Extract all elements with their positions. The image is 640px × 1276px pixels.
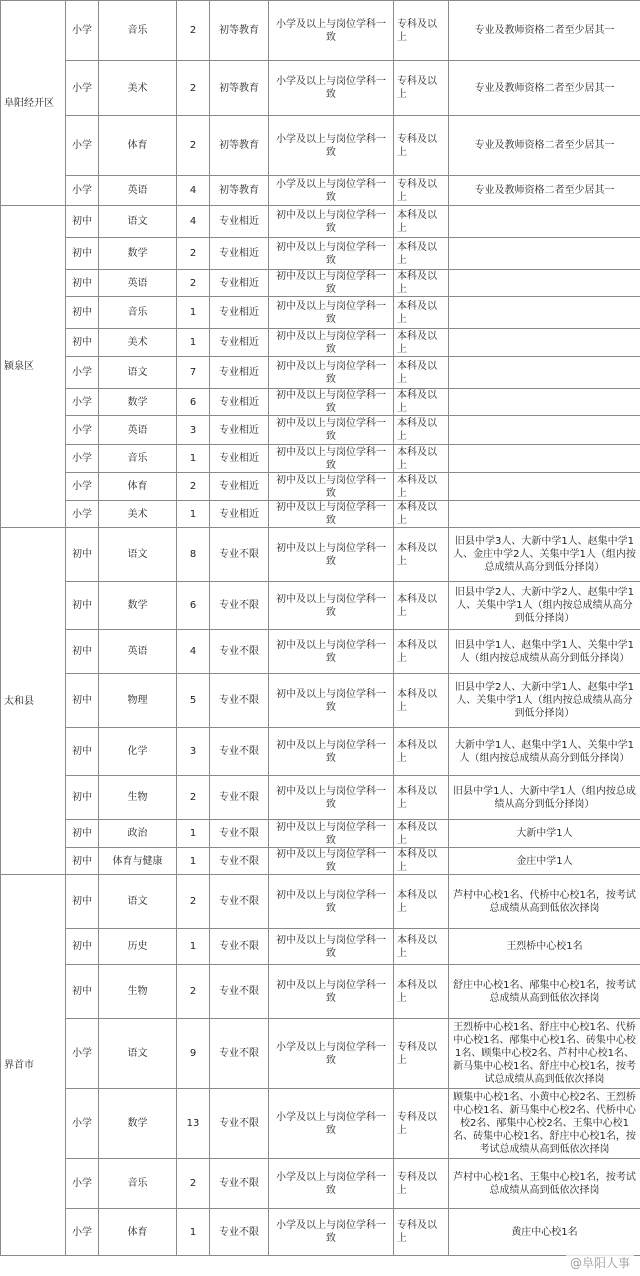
count-cell: 4 [177, 206, 210, 238]
education-cell: 本科及以上 [394, 473, 449, 501]
district-cell: 颍泉区 [1, 206, 66, 528]
note-cell: 旧县中学3人、大新中学1人、赵集中学1人、金庄中学2人、关集中学1人（组内按总成绩从高分到低分择岗） [449, 528, 640, 582]
table-body [1, 1, 640, 1256]
count-cell: 3 [177, 728, 210, 776]
qualification-cell: 初中及以上与岗位学科一致 [269, 473, 394, 501]
level-cell: 小学 [66, 473, 99, 501]
subject-cell: 生物 [99, 776, 177, 820]
level-cell: 初中 [66, 238, 99, 270]
major-cell: 专业不限 [210, 728, 269, 776]
table-row [1, 728, 640, 776]
subject-cell: 美术 [99, 501, 177, 528]
subject-cell: 英语 [99, 630, 177, 674]
subject-cell: 政治 [99, 820, 177, 848]
count-cell: 1 [177, 929, 210, 965]
major-cell: 专业不限 [210, 875, 269, 929]
subject-cell: 音乐 [99, 1, 177, 61]
table-row [1, 965, 640, 1019]
major-cell: 专业不限 [210, 965, 269, 1019]
major-cell: 初等教育 [210, 176, 269, 206]
education-cell: 专科及以上 [394, 176, 449, 206]
education-cell: 本科及以上 [394, 270, 449, 297]
subject-cell: 数学 [99, 1089, 177, 1159]
qualification-cell: 初中及以上与岗位学科一致 [269, 528, 394, 582]
education-cell: 专科及以上 [394, 61, 449, 116]
table-row [1, 238, 640, 270]
major-cell: 专业不限 [210, 528, 269, 582]
table-row [1, 929, 640, 965]
qualification-cell: 初中及以上与岗位学科一致 [269, 357, 394, 389]
major-cell: 专业相近 [210, 270, 269, 297]
subject-cell: 美术 [99, 61, 177, 116]
level-cell: 初中 [66, 776, 99, 820]
count-cell: 2 [177, 270, 210, 297]
education-cell: 本科及以上 [394, 929, 449, 965]
major-cell: 专业相近 [210, 238, 269, 270]
table-row [1, 206, 640, 238]
district-cell: 阜阳经开区 [1, 1, 66, 206]
major-cell: 专业不限 [210, 1159, 269, 1209]
level-cell: 初中 [66, 528, 99, 582]
education-cell: 本科及以上 [394, 848, 449, 875]
count-cell: 4 [177, 176, 210, 206]
table-row [1, 848, 640, 875]
level-cell: 小学 [66, 1, 99, 61]
level-cell: 初中 [66, 582, 99, 630]
table-row [1, 297, 640, 329]
qualification-cell: 初中及以上与岗位学科一致 [269, 582, 394, 630]
education-cell: 本科及以上 [394, 582, 449, 630]
qualification-cell: 初中及以上与岗位学科一致 [269, 416, 394, 445]
major-cell: 专业不限 [210, 1209, 269, 1256]
qualification-cell: 小学及以上与岗位学科一致 [269, 176, 394, 206]
education-cell: 本科及以上 [394, 238, 449, 270]
qualification-cell: 初中及以上与岗位学科一致 [269, 445, 394, 473]
count-cell: 4 [177, 630, 210, 674]
education-cell: 本科及以上 [394, 206, 449, 238]
table-row [1, 176, 640, 206]
subject-cell: 体育 [99, 1209, 177, 1256]
note-cell [449, 357, 640, 389]
count-cell: 2 [177, 1, 210, 61]
education-cell: 专科及以上 [394, 1209, 449, 1256]
note-cell: 专业及教师资格二者至少居其一 [449, 1, 640, 61]
subject-cell: 语文 [99, 206, 177, 238]
table-row [1, 776, 640, 820]
count-cell: 2 [177, 875, 210, 929]
major-cell: 专业不限 [210, 776, 269, 820]
count-cell: 5 [177, 674, 210, 728]
table-row [1, 630, 640, 674]
table-row [1, 116, 640, 176]
table-row [1, 1089, 640, 1159]
note-cell [449, 329, 640, 357]
count-cell: 1 [177, 848, 210, 875]
qualification-cell: 小学及以上与岗位学科一致 [269, 1089, 394, 1159]
subject-cell: 数学 [99, 582, 177, 630]
note-cell: 旧县中学1人、大新中学1人（组内按总成绩从高分到低分择岗） [449, 776, 640, 820]
subject-cell: 语文 [99, 1019, 177, 1089]
subject-cell: 英语 [99, 416, 177, 445]
level-cell: 小学 [66, 1019, 99, 1089]
note-cell [449, 445, 640, 473]
qualification-cell: 初中及以上与岗位学科一致 [269, 501, 394, 528]
qualification-cell: 初中及以上与岗位学科一致 [269, 329, 394, 357]
table-row [1, 416, 640, 445]
qualification-cell: 初中及以上与岗位学科一致 [269, 238, 394, 270]
level-cell: 小学 [66, 416, 99, 445]
subject-cell: 英语 [99, 176, 177, 206]
count-cell: 2 [177, 61, 210, 116]
level-cell: 初中 [66, 329, 99, 357]
note-cell: 顾集中心校1名、小黄中心校2名、王烈桥中心校1名、新马集中心校2名、代桥中心校2名、邴集中心校2名、王集中心校1名、砖集中心校1名、舒庄中心校1名，按考试总成绩从高到低依次择岗 [449, 1089, 640, 1159]
qualification-cell: 初中及以上与岗位学科一致 [269, 297, 394, 329]
district-cell: 界首市 [1, 875, 66, 1256]
education-cell: 本科及以上 [394, 297, 449, 329]
subject-cell: 体育与健康 [99, 848, 177, 875]
major-cell: 专业相近 [210, 416, 269, 445]
qualification-cell: 小学及以上与岗位学科一致 [269, 1019, 394, 1089]
note-cell: 黄庄中心校1名 [449, 1209, 640, 1256]
level-cell: 初中 [66, 674, 99, 728]
count-cell: 6 [177, 582, 210, 630]
qualification-cell: 小学及以上与岗位学科一致 [269, 1209, 394, 1256]
subject-cell: 美术 [99, 329, 177, 357]
subject-cell: 生物 [99, 965, 177, 1019]
count-cell: 3 [177, 416, 210, 445]
note-cell [449, 297, 640, 329]
major-cell: 专业相近 [210, 473, 269, 501]
count-cell: 2 [177, 965, 210, 1019]
level-cell: 初中 [66, 875, 99, 929]
subject-cell: 数学 [99, 389, 177, 416]
count-cell: 9 [177, 1019, 210, 1089]
note-cell: 专业及教师资格二者至少居其一 [449, 116, 640, 176]
count-cell: 1 [177, 445, 210, 473]
table-row [1, 528, 640, 582]
subject-cell: 体育 [99, 116, 177, 176]
note-cell [449, 238, 640, 270]
subject-cell: 数学 [99, 238, 177, 270]
district-cell: 太和县 [1, 528, 66, 875]
major-cell: 专业不限 [210, 674, 269, 728]
education-cell: 本科及以上 [394, 445, 449, 473]
note-cell [449, 389, 640, 416]
note-cell [449, 501, 640, 528]
table-row [1, 473, 640, 501]
qualification-cell: 初中及以上与岗位学科一致 [269, 728, 394, 776]
major-cell: 专业相近 [210, 297, 269, 329]
qualification-cell: 初中及以上与岗位学科一致 [269, 848, 394, 875]
qualification-cell: 小学及以上与岗位学科一致 [269, 116, 394, 176]
note-cell: 专业及教师资格二者至少居其一 [449, 176, 640, 206]
level-cell: 初中 [66, 630, 99, 674]
subject-cell: 音乐 [99, 297, 177, 329]
major-cell: 专业不限 [210, 929, 269, 965]
table-row [1, 270, 640, 297]
table-row [1, 875, 640, 929]
subject-cell: 化学 [99, 728, 177, 776]
education-cell: 专科及以上 [394, 1019, 449, 1089]
table-row [1, 674, 640, 728]
education-cell: 本科及以上 [394, 728, 449, 776]
qualification-cell: 初中及以上与岗位学科一致 [269, 776, 394, 820]
qualification-cell: 初中及以上与岗位学科一致 [269, 929, 394, 965]
note-cell [449, 473, 640, 501]
count-cell: 1 [177, 329, 210, 357]
major-cell: 专业相近 [210, 206, 269, 238]
subject-cell: 语文 [99, 528, 177, 582]
table-row [1, 1, 640, 61]
level-cell: 小学 [66, 61, 99, 116]
level-cell: 小学 [66, 357, 99, 389]
major-cell: 专业不限 [210, 1019, 269, 1089]
level-cell: 小学 [66, 1159, 99, 1209]
level-cell: 初中 [66, 965, 99, 1019]
level-cell: 初中 [66, 297, 99, 329]
education-cell: 专科及以上 [394, 1089, 449, 1159]
education-cell: 专科及以上 [394, 1, 449, 61]
note-cell: 旧县中学1人、赵集中学1人、关集中学1人（组内按总成绩从高分到低分择岗） [449, 630, 640, 674]
level-cell: 小学 [66, 116, 99, 176]
qualification-cell: 初中及以上与岗位学科一致 [269, 389, 394, 416]
note-cell [449, 416, 640, 445]
count-cell: 2 [177, 238, 210, 270]
qualification-cell: 初中及以上与岗位学科一致 [269, 820, 394, 848]
table-row [1, 1159, 640, 1209]
count-cell: 2 [177, 473, 210, 501]
table-row [1, 501, 640, 528]
level-cell: 小学 [66, 1089, 99, 1159]
subject-cell: 语文 [99, 357, 177, 389]
count-cell: 1 [177, 820, 210, 848]
subject-cell: 物理 [99, 674, 177, 728]
note-cell: 芦村中心校1名、代桥中心校1名，按考试总成绩从高到低依次择岗 [449, 875, 640, 929]
qualification-cell: 小学及以上与岗位学科一致 [269, 61, 394, 116]
education-cell: 本科及以上 [394, 965, 449, 1019]
education-cell: 本科及以上 [394, 674, 449, 728]
major-cell: 专业不限 [210, 582, 269, 630]
qualification-cell: 小学及以上与岗位学科一致 [269, 1, 394, 61]
education-cell: 专科及以上 [394, 1159, 449, 1209]
count-cell: 2 [177, 1159, 210, 1209]
major-cell: 专业相近 [210, 445, 269, 473]
qualification-cell: 初中及以上与岗位学科一致 [269, 965, 394, 1019]
count-cell: 7 [177, 357, 210, 389]
note-cell: 旧县中学2人、大新中学1人、赵集中学1人、关集中学1人（组内按总成绩从高分到低分择岗） [449, 674, 640, 728]
major-cell: 专业不限 [210, 1089, 269, 1159]
table-row [1, 1209, 640, 1256]
qualification-cell: 小学及以上与岗位学科一致 [269, 1159, 394, 1209]
note-cell: 大新中学1人、赵集中学1人、关集中学1人（组内按总成绩从高分到低分择岗） [449, 728, 640, 776]
qualification-cell: 初中及以上与岗位学科一致 [269, 674, 394, 728]
major-cell: 初等教育 [210, 116, 269, 176]
level-cell: 小学 [66, 445, 99, 473]
qualification-cell: 初中及以上与岗位学科一致 [269, 630, 394, 674]
note-cell: 大新中学1人 [449, 820, 640, 848]
table-row [1, 61, 640, 116]
note-cell: 舒庄中心校1名、邴集中心校1名，按考试总成绩从高到低依次择岗 [449, 965, 640, 1019]
count-cell: 6 [177, 389, 210, 416]
subject-cell: 英语 [99, 270, 177, 297]
major-cell: 专业相近 [210, 501, 269, 528]
note-cell: 金庄中学1人 [449, 848, 640, 875]
note-cell: 王烈桥中心校1名、舒庄中心校1名、代桥中心校1名、邴集中心校1名、砖集中心校1名、顾集中心校2名、芦村中心校1名、新马集中心校1名、舒庄中心校1名，按考试总成绩从高到低依次择岗 [449, 1019, 640, 1089]
education-cell: 本科及以上 [394, 776, 449, 820]
subject-cell: 历史 [99, 929, 177, 965]
education-cell: 本科及以上 [394, 389, 449, 416]
level-cell: 初中 [66, 929, 99, 965]
level-cell: 初中 [66, 820, 99, 848]
education-cell: 本科及以上 [394, 820, 449, 848]
qualification-cell: 初中及以上与岗位学科一致 [269, 875, 394, 929]
education-cell: 本科及以上 [394, 528, 449, 582]
table-row [1, 820, 640, 848]
major-cell: 专业不限 [210, 630, 269, 674]
education-cell: 本科及以上 [394, 630, 449, 674]
table-row [1, 329, 640, 357]
education-cell: 本科及以上 [394, 875, 449, 929]
count-cell: 13 [177, 1089, 210, 1159]
major-cell: 专业相近 [210, 357, 269, 389]
major-cell: 初等教育 [210, 1, 269, 61]
major-cell: 专业相近 [210, 329, 269, 357]
major-cell: 专业不限 [210, 848, 269, 875]
note-cell [449, 270, 640, 297]
major-cell: 专业相近 [210, 389, 269, 416]
table-row [1, 445, 640, 473]
qualification-cell: 初中及以上与岗位学科一致 [269, 270, 394, 297]
education-cell: 本科及以上 [394, 501, 449, 528]
table-row [1, 1019, 640, 1089]
level-cell: 小学 [66, 501, 99, 528]
note-cell: 专业及教师资格二者至少居其一 [449, 61, 640, 116]
subject-cell: 音乐 [99, 1159, 177, 1209]
subject-cell: 语文 [99, 875, 177, 929]
major-cell: 初等教育 [210, 61, 269, 116]
level-cell: 初中 [66, 206, 99, 238]
subject-cell: 体育 [99, 473, 177, 501]
level-cell: 初中 [66, 270, 99, 297]
level-cell: 初中 [66, 848, 99, 875]
count-cell: 2 [177, 116, 210, 176]
count-cell: 1 [177, 1209, 210, 1256]
education-cell: 本科及以上 [394, 416, 449, 445]
subject-cell: 音乐 [99, 445, 177, 473]
note-cell: 王烈桥中心校1名 [449, 929, 640, 965]
count-cell: 1 [177, 297, 210, 329]
qualification-cell: 初中及以上与岗位学科一致 [269, 206, 394, 238]
table-row [1, 389, 640, 416]
education-cell: 本科及以上 [394, 329, 449, 357]
note-cell: 旧县中学2人、大新中学2人、赵集中学1人、关集中学1人（组内按总成绩从高分到低分择岗） [449, 582, 640, 630]
level-cell: 小学 [66, 176, 99, 206]
level-cell: 小学 [66, 1209, 99, 1256]
education-cell: 专科及以上 [394, 116, 449, 176]
education-cell: 本科及以上 [394, 357, 449, 389]
level-cell: 小学 [66, 389, 99, 416]
table-row [1, 357, 640, 389]
table-row [1, 582, 640, 630]
major-cell: 专业不限 [210, 820, 269, 848]
count-cell: 8 [177, 528, 210, 582]
count-cell: 2 [177, 776, 210, 820]
count-cell: 1 [177, 501, 210, 528]
note-cell [449, 206, 640, 238]
watermark-label: @阜阳人事 [566, 1253, 634, 1272]
level-cell: 初中 [66, 728, 99, 776]
note-cell: 芦村中心校1名、王集中心校1名，按考试总成绩从高到低依次择岗 [449, 1159, 640, 1209]
